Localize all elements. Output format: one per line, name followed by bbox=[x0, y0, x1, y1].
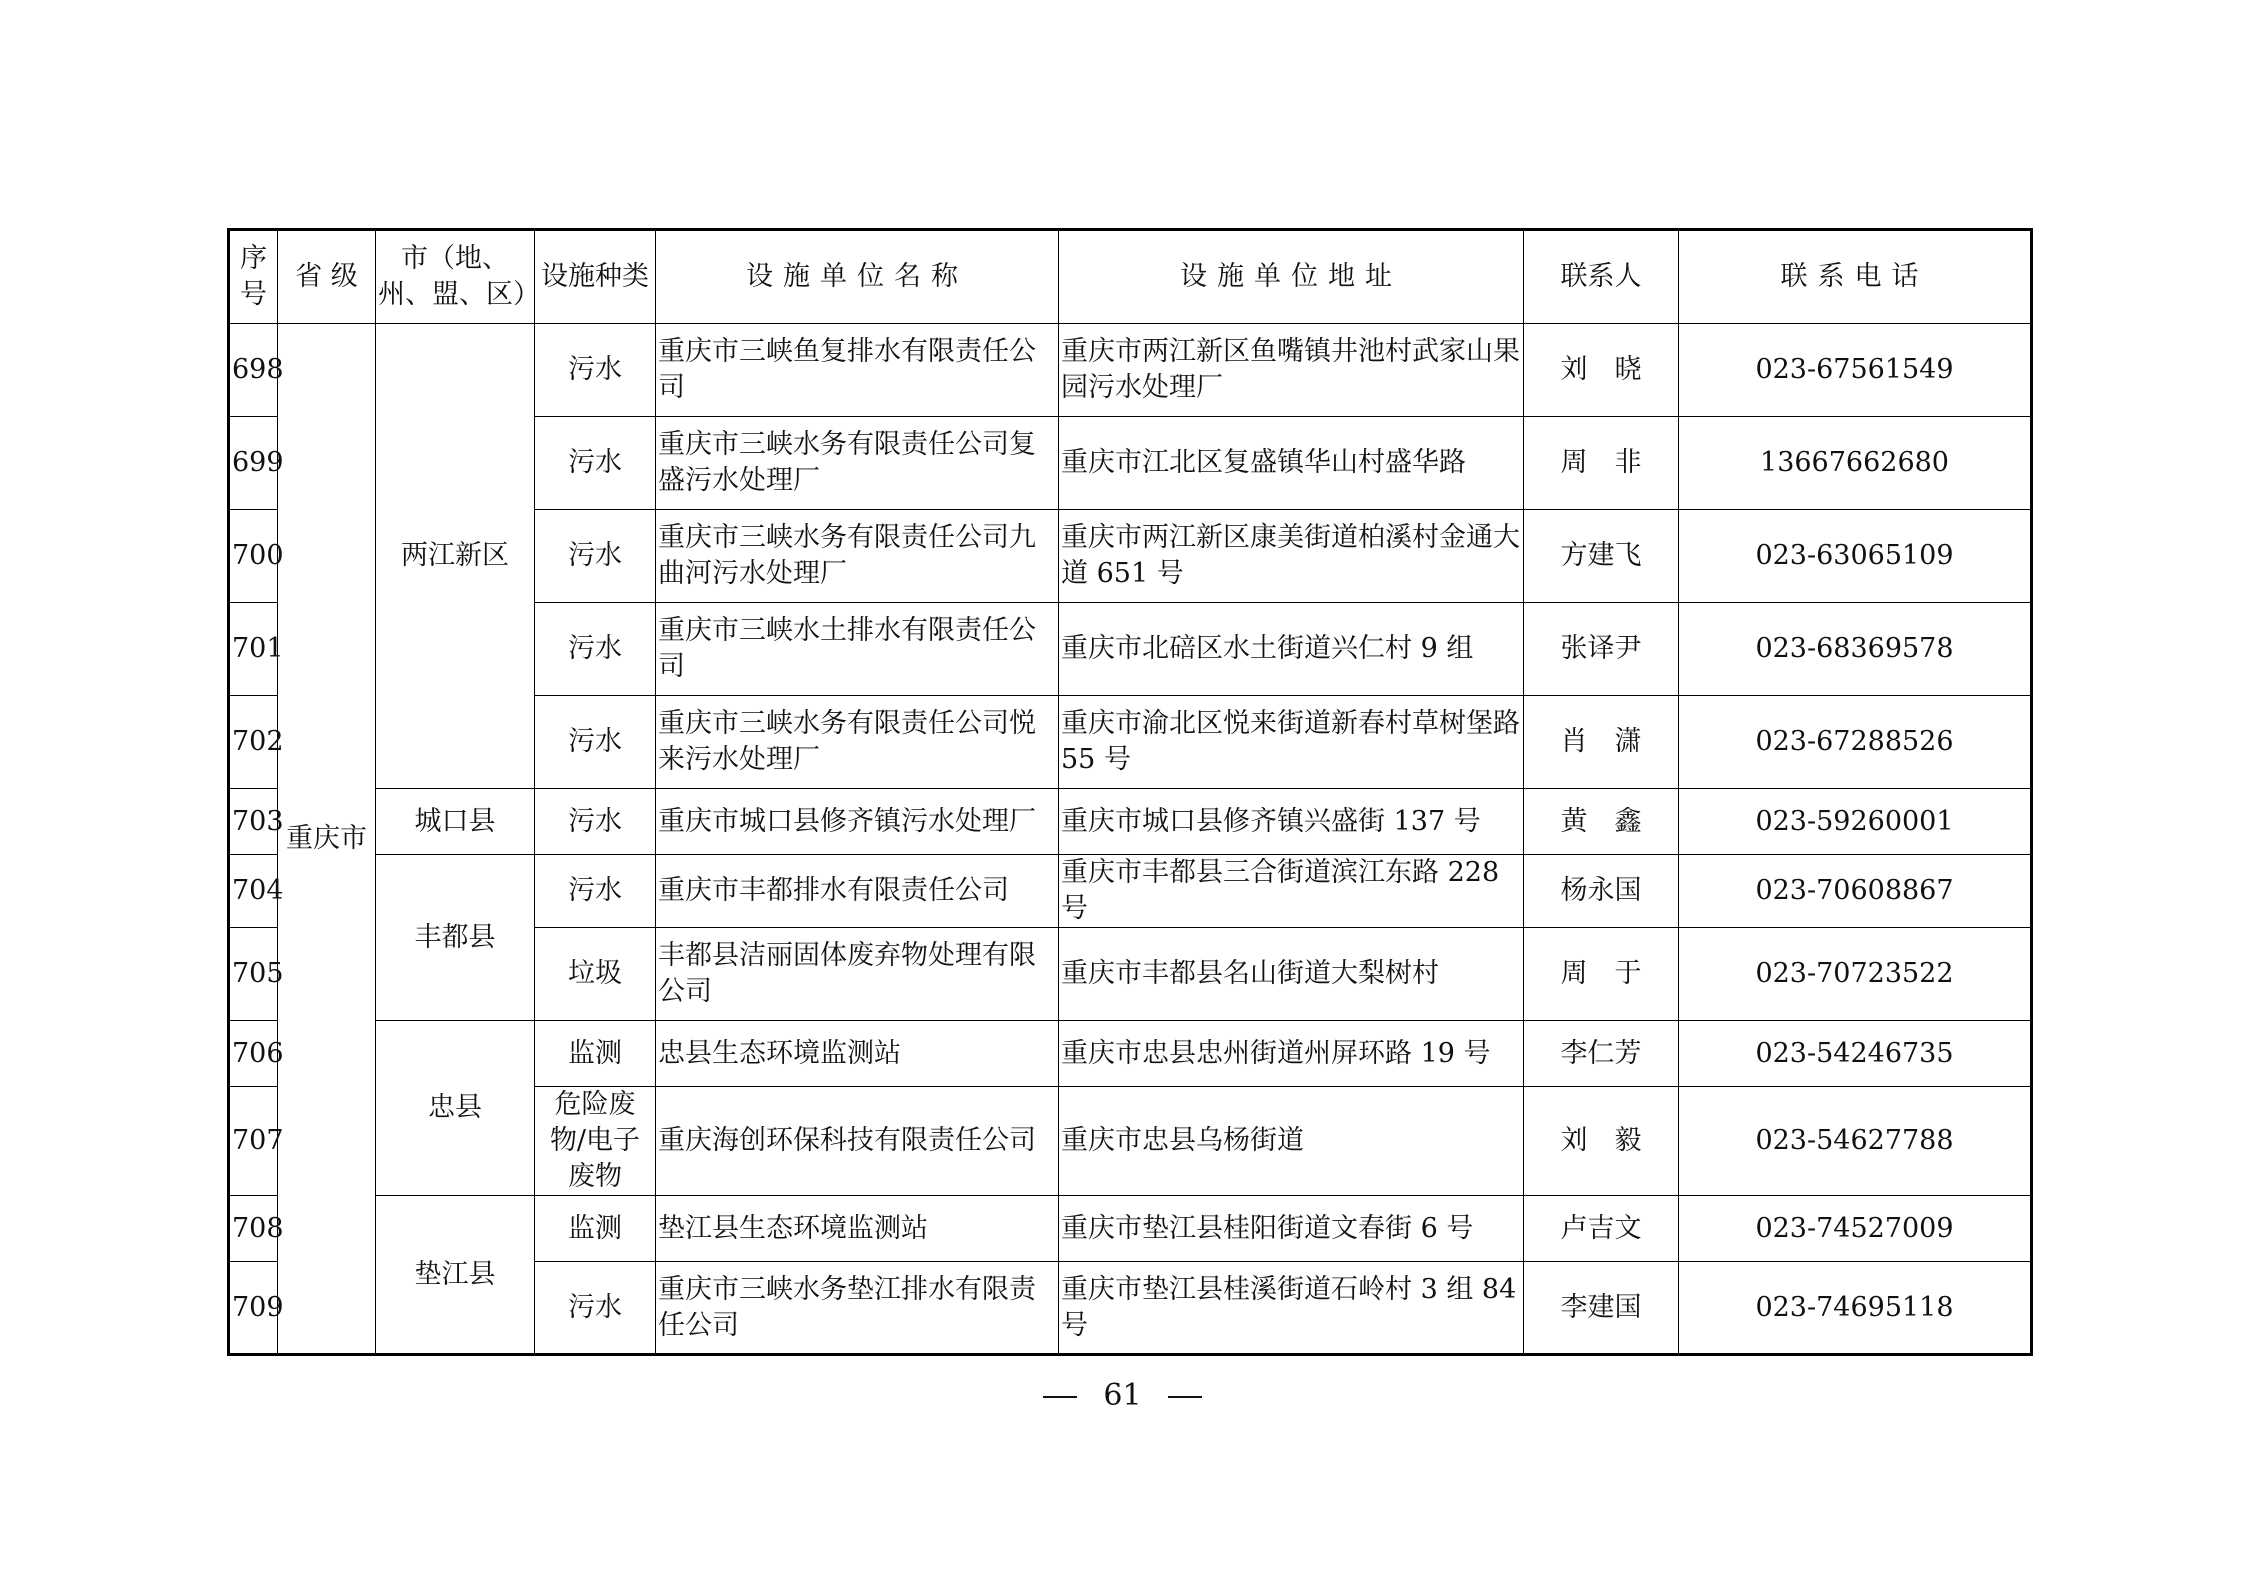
row-name: 重庆市三峡水务垫江排水有限责任公司 bbox=[656, 1262, 1059, 1355]
row-name: 丰都县洁丽固体废弃物处理有限公司 bbox=[656, 928, 1059, 1021]
row-contact: 黄 鑫 bbox=[1524, 789, 1679, 855]
row-phone: 023-70723522 bbox=[1679, 928, 2032, 1021]
row-phone: 023-70608867 bbox=[1679, 855, 2032, 928]
city-cell-liangjiang: 两江新区 bbox=[376, 324, 535, 789]
row-address: 重庆市渝北区悦来街道新春村草树堡路 55 号 bbox=[1059, 696, 1524, 789]
row-address: 重庆市城口县修齐镇兴盛街 137 号 bbox=[1059, 789, 1524, 855]
row-phone: 023-63065109 bbox=[1679, 510, 2032, 603]
row-address: 重庆市垫江县桂阳街道文春街 6 号 bbox=[1059, 1196, 1524, 1262]
city-cell-chengkou: 城口县 bbox=[376, 789, 535, 855]
row-type: 污水 bbox=[535, 855, 656, 928]
row-contact: 张译尹 bbox=[1524, 603, 1679, 696]
row-name: 重庆市三峡水务有限责任公司复盛污水处理厂 bbox=[656, 417, 1059, 510]
row-seq: 705 bbox=[229, 928, 278, 1021]
row-address: 重庆市北碚区水土街道兴仁村 9 组 bbox=[1059, 603, 1524, 696]
page-footer bbox=[0, 1378, 2245, 1413]
row-name: 重庆市丰都排水有限责任公司 bbox=[656, 855, 1059, 928]
row-seq: 707 bbox=[229, 1087, 278, 1196]
row-address: 重庆市垫江县桂溪街道石岭村 3 组 84 号 bbox=[1059, 1262, 1524, 1355]
row-contact: 刘 晓 bbox=[1524, 324, 1679, 417]
row-address: 重庆市丰都县名山街道大梨树村 bbox=[1059, 928, 1524, 1021]
row-contact: 周 非 bbox=[1524, 417, 1679, 510]
row-contact: 刘 毅 bbox=[1524, 1087, 1679, 1196]
row-type: 危险废物/电子废物 bbox=[535, 1087, 656, 1196]
row-seq: 704 bbox=[229, 855, 278, 928]
facility-table bbox=[227, 228, 2033, 1356]
row-contact: 周 于 bbox=[1524, 928, 1679, 1021]
header-name: 设施单位名称 bbox=[656, 230, 1059, 324]
row-address: 重庆市两江新区康美街道柏溪村金通大道 651 号 bbox=[1059, 510, 1524, 603]
row-contact: 李建国 bbox=[1524, 1262, 1679, 1355]
row-type: 污水 bbox=[535, 417, 656, 510]
row-seq: 709 bbox=[229, 1262, 278, 1355]
row-phone: 13667662680 bbox=[1679, 417, 2032, 510]
row-address: 重庆市江北区复盛镇华山村盛华路 bbox=[1059, 417, 1524, 510]
row-name: 重庆市三峡鱼复排水有限责任公司 bbox=[656, 324, 1059, 417]
row-name: 重庆市三峡水土排水有限责任公司 bbox=[656, 603, 1059, 696]
row-seq: 701 bbox=[229, 603, 278, 696]
row-type: 监测 bbox=[535, 1021, 656, 1087]
page-number: 61 bbox=[1103, 1378, 1142, 1413]
row-name: 重庆市三峡水务有限责任公司九曲河污水处理厂 bbox=[656, 510, 1059, 603]
city-cell-dianjiang: 垫江县 bbox=[376, 1196, 535, 1355]
row-contact: 卢吉文 bbox=[1524, 1196, 1679, 1262]
page-dash-left bbox=[1043, 1396, 1077, 1398]
row-seq: 699 bbox=[229, 417, 278, 510]
header-province: 省 级 bbox=[278, 230, 376, 324]
row-phone: 023-74527009 bbox=[1679, 1196, 2032, 1262]
row-name: 重庆市城口县修齐镇污水处理厂 bbox=[656, 789, 1059, 855]
header-contact: 联系人 bbox=[1524, 230, 1679, 324]
row-type: 污水 bbox=[535, 789, 656, 855]
row-seq: 708 bbox=[229, 1196, 278, 1262]
city-cell-zhongxian: 忠县 bbox=[376, 1021, 535, 1196]
row-type: 污水 bbox=[535, 324, 656, 417]
row-address: 重庆市忠县乌杨街道 bbox=[1059, 1087, 1524, 1196]
row-address: 重庆市两江新区鱼嘴镇井池村武家山果园污水处理厂 bbox=[1059, 324, 1524, 417]
row-contact: 肖 潇 bbox=[1524, 696, 1679, 789]
row-type: 污水 bbox=[535, 510, 656, 603]
row-type: 污水 bbox=[535, 603, 656, 696]
row-phone: 023-59260001 bbox=[1679, 789, 2032, 855]
row-contact: 方建飞 bbox=[1524, 510, 1679, 603]
table-row bbox=[229, 324, 2032, 417]
province-cell: 重庆市 bbox=[278, 324, 376, 1355]
row-name: 重庆市三峡水务有限责任公司悦来污水处理厂 bbox=[656, 696, 1059, 789]
header-type: 设施种类 bbox=[535, 230, 656, 324]
row-seq: 702 bbox=[229, 696, 278, 789]
row-name: 垫江县生态环境监测站 bbox=[656, 1196, 1059, 1262]
row-address: 重庆市丰都县三合街道滨江东路 228 号 bbox=[1059, 855, 1524, 928]
header-seq: 序号 bbox=[229, 230, 278, 324]
header-phone: 联系电话 bbox=[1679, 230, 2032, 324]
row-name: 忠县生态环境监测站 bbox=[656, 1021, 1059, 1087]
row-phone: 023-68369578 bbox=[1679, 603, 2032, 696]
table-row bbox=[229, 789, 2032, 855]
row-seq: 706 bbox=[229, 1021, 278, 1087]
row-seq: 700 bbox=[229, 510, 278, 603]
header-address: 设施单位地址 bbox=[1059, 230, 1524, 324]
row-seq: 698 bbox=[229, 324, 278, 417]
row-phone: 023-67561549 bbox=[1679, 324, 2032, 417]
row-phone: 023-74695118 bbox=[1679, 1262, 2032, 1355]
row-type: 垃圾 bbox=[535, 928, 656, 1021]
row-type: 污水 bbox=[535, 696, 656, 789]
table-row bbox=[229, 1196, 2032, 1262]
row-phone: 023-67288526 bbox=[1679, 696, 2032, 789]
row-contact: 李仁芳 bbox=[1524, 1021, 1679, 1087]
table-row bbox=[229, 855, 2032, 928]
row-phone: 023-54246735 bbox=[1679, 1021, 2032, 1087]
table-row bbox=[229, 1021, 2032, 1087]
row-contact: 杨永国 bbox=[1524, 855, 1679, 928]
row-type: 污水 bbox=[535, 1262, 656, 1355]
row-seq: 703 bbox=[229, 789, 278, 855]
row-type: 监测 bbox=[535, 1196, 656, 1262]
city-cell-fengdu: 丰都县 bbox=[376, 855, 535, 1021]
header-row bbox=[229, 230, 2032, 324]
header-city: 市（地、州、盟、区） bbox=[376, 230, 535, 324]
row-phone: 023-54627788 bbox=[1679, 1087, 2032, 1196]
row-address: 重庆市忠县忠州街道州屏环路 19 号 bbox=[1059, 1021, 1524, 1087]
page-dash-right bbox=[1168, 1396, 1202, 1398]
row-name: 重庆海创环保科技有限责任公司 bbox=[656, 1087, 1059, 1196]
